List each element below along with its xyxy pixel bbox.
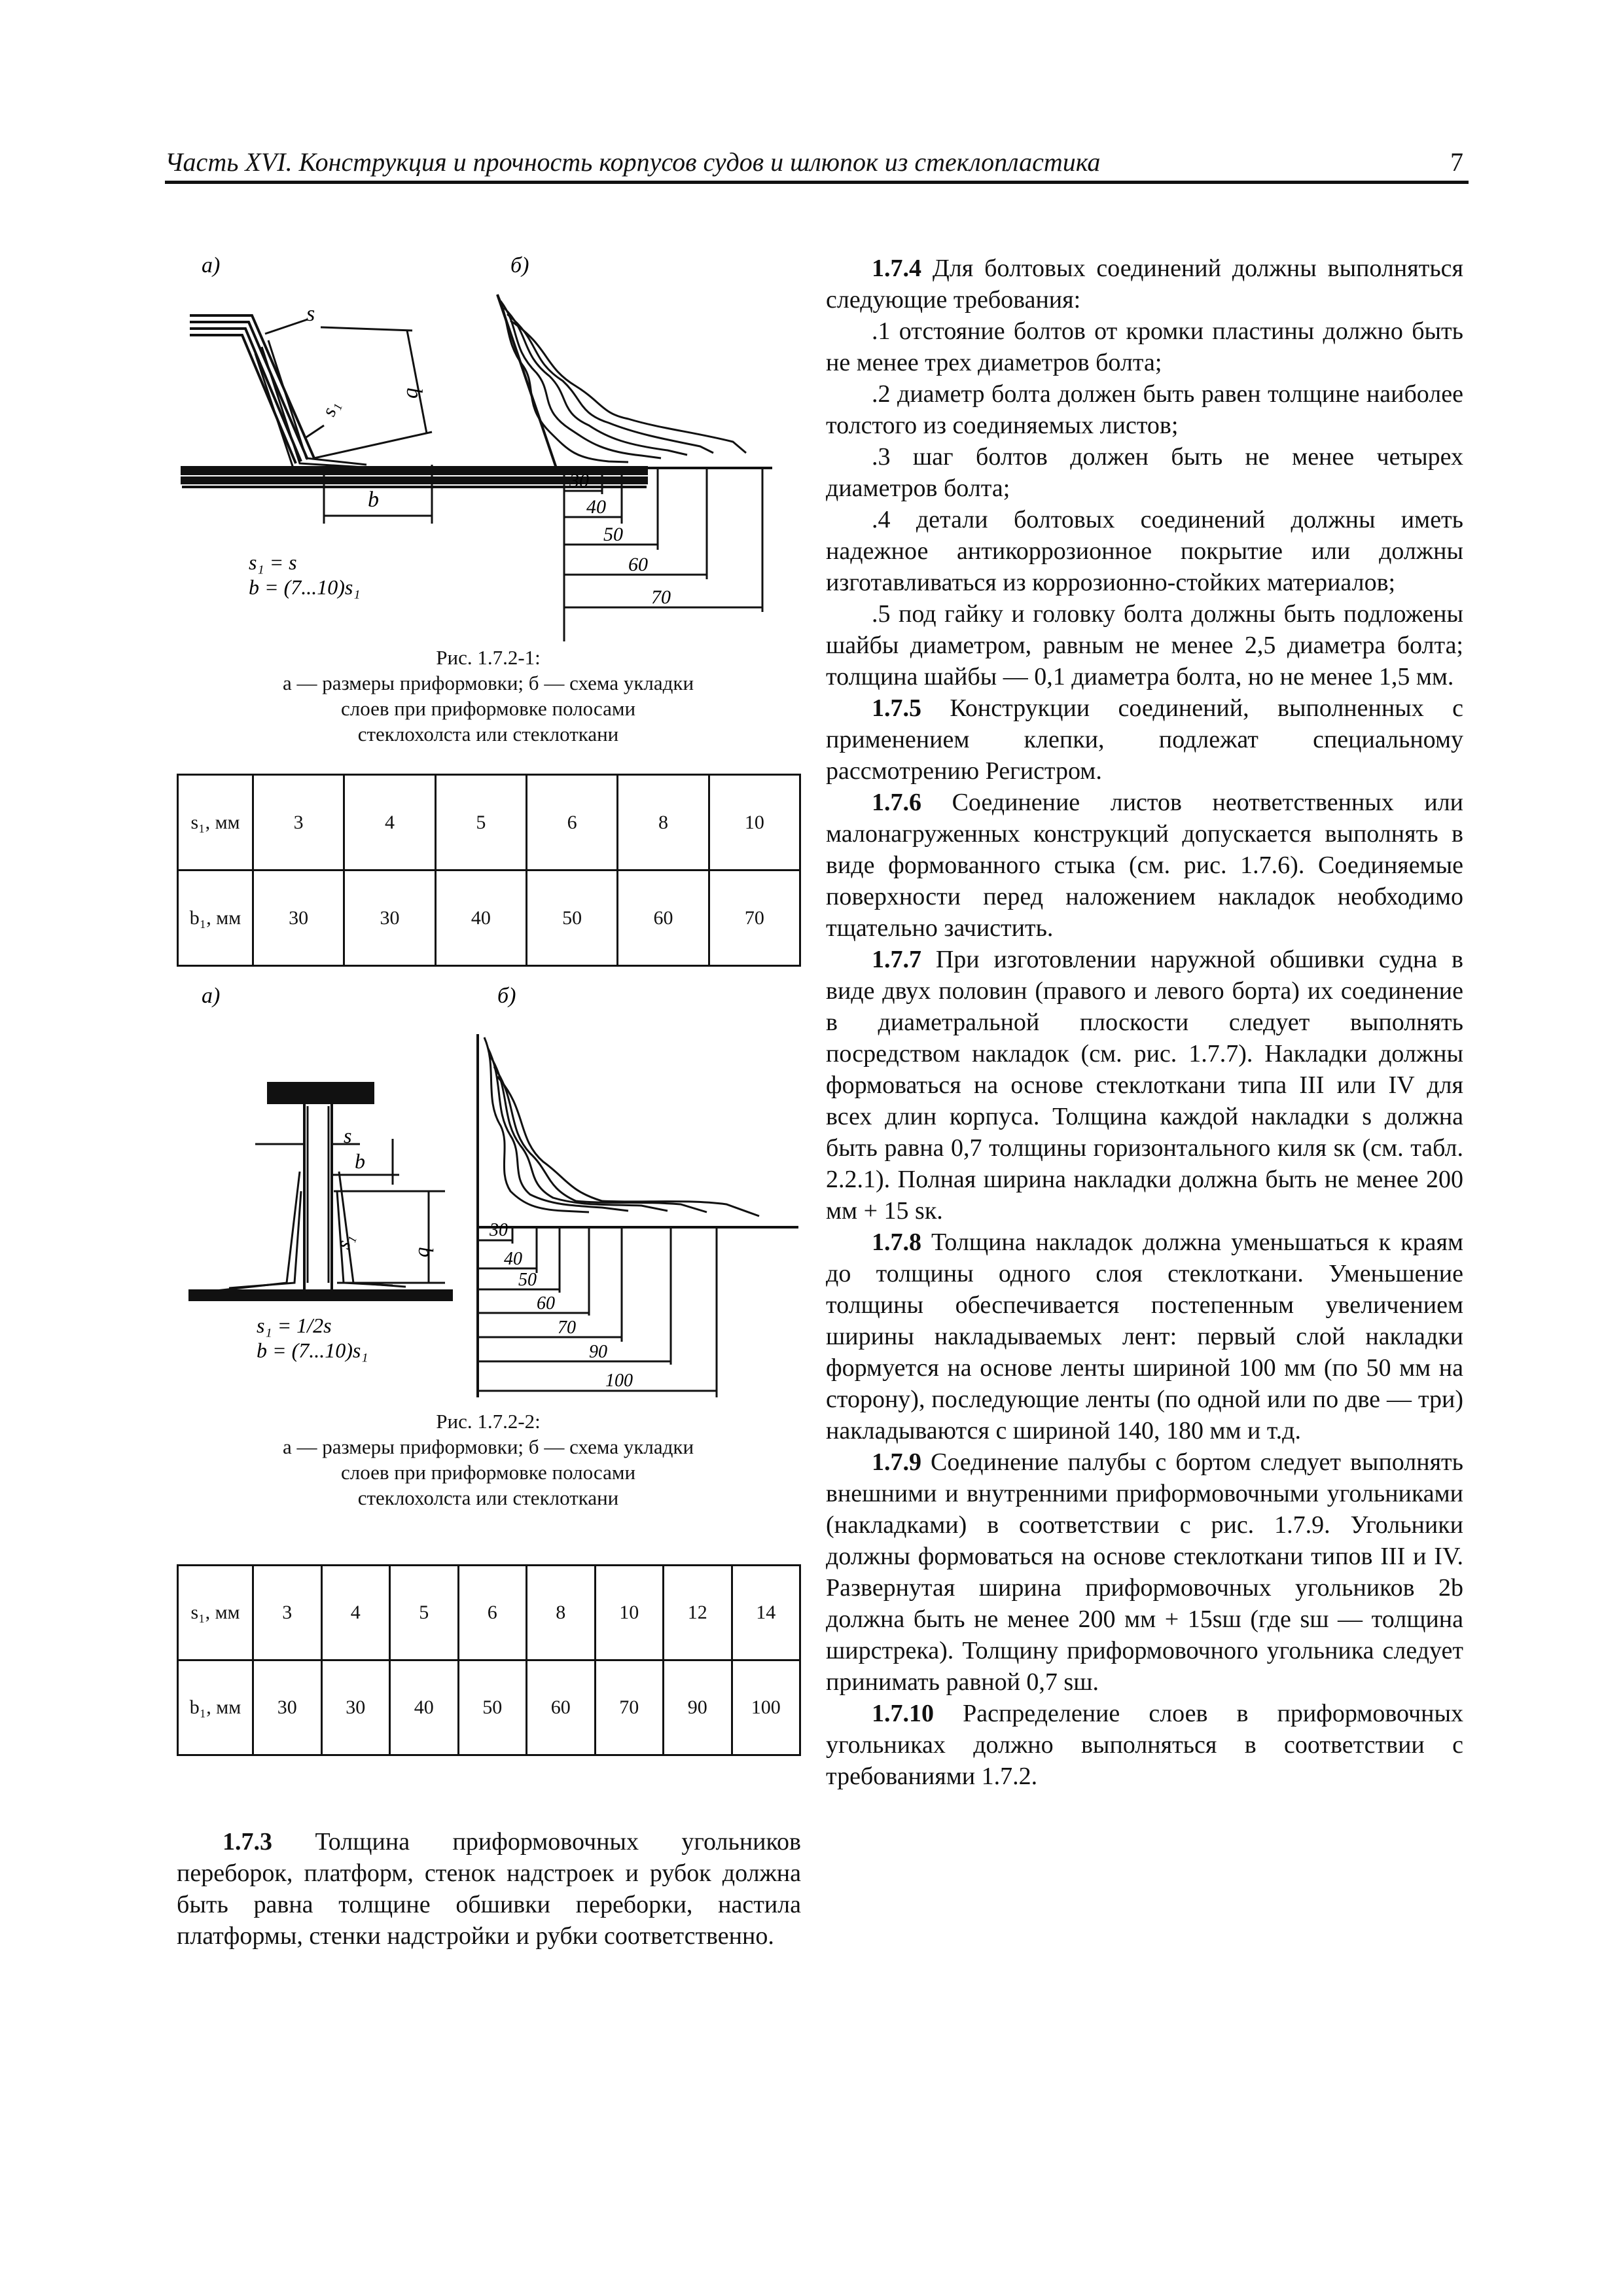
clause-number: 1.7.3 <box>223 1828 272 1856</box>
table-cell: 100 <box>732 1660 800 1755</box>
table-cell: 70 <box>709 870 800 966</box>
paragraph-1-7-6 <box>826 787 1463 944</box>
fig2-dim-70: 70 <box>558 1318 576 1338</box>
table-cell: 6 <box>526 775 617 870</box>
table-row-label: b₁, мм <box>178 870 253 966</box>
table-cell: 10 <box>709 775 800 870</box>
clause-number: 1.7.10 <box>872 1700 934 1727</box>
fig1-dim-40: 40 <box>586 496 606 518</box>
table-1 <box>177 774 801 967</box>
item-number: .5 <box>872 600 891 628</box>
table-row <box>178 1660 800 1755</box>
table-cell: 70 <box>595 1660 664 1755</box>
paragraph-1-7-3 <box>177 1826 801 1952</box>
table-cell: 6 <box>458 1566 527 1660</box>
fig2-caption-line: стеклохолста или стеклоткани <box>357 1486 619 1509</box>
table-row <box>178 870 800 966</box>
item-text: шаг болтов должен быть не менее четырех диаметров болта; <box>826 443 1463 502</box>
fig2-formula-2: b = (7...10)s₁ <box>257 1338 368 1362</box>
fig1-s-label: s <box>306 302 315 326</box>
table-cell: 30 <box>344 870 435 966</box>
list-item <box>826 378 1463 441</box>
fig2-dim-60: 60 <box>537 1293 555 1314</box>
fig1-caption-line: слоев при приформовке полосами <box>340 697 636 720</box>
table-cell: 40 <box>435 870 526 966</box>
paragraph-1-7-7 <box>826 944 1463 1227</box>
table-cell: 8 <box>527 1566 596 1660</box>
item-number: .4 <box>872 506 891 533</box>
table-row <box>178 775 800 870</box>
table-cell: 60 <box>527 1660 596 1755</box>
item-number: .1 <box>872 317 891 345</box>
fig2-s1-label: s₁ <box>332 1230 358 1252</box>
item-number: .3 <box>872 443 891 471</box>
table-cell: 60 <box>618 870 709 966</box>
fig2-caption <box>240 1408 737 1511</box>
fig1-formula-2: b = (7...10)s₁ <box>249 575 361 599</box>
paragraph-1-7-10 <box>826 1698 1463 1792</box>
fig1-caption-line: стеклохолста или стеклоткани <box>357 723 619 745</box>
table-cell: 40 <box>390 1660 459 1755</box>
paragraph-text: Соединение листов неответственных или малонагруженных конструкций допускается выполнять в виде формованного стыка (см. рис. 1.7.6). Соединяемые поверхности перед наложением накладок необходимо тщательно зачистить. <box>826 789 1463 942</box>
paragraph-text: Распределение слоев в приформовочных угольниках должно выполняться в соответствии с требованиями 1.7.2. <box>826 1700 1463 1790</box>
table-cell: 3 <box>253 775 344 870</box>
paragraph-text: Толщина накладок должна уменьшаться к краям до толщины одного слоя стеклоткани. Уменьшение толщины обеспечивается постепенным увеличением ширины накладываемых лент: первый слой накладки формуется на основе ленты шириной 100 мм (по 50 мм на сторону), последующие ленты (по одной или по две — три) накладываются с шириной 140, 180 мм и т.д. <box>826 1229 1463 1444</box>
fig2-caption-line: слоев при приформовке полосами <box>340 1461 636 1484</box>
list-item <box>826 598 1463 692</box>
fig1-dim-70: 70 <box>651 586 671 608</box>
fig2-dim-100: 100 <box>605 1371 633 1391</box>
fig2-formula-1: s₁ = 1/2s <box>257 1314 332 1337</box>
page-header <box>165 144 1469 184</box>
fig1-caption-line: Рис. 1.7.2-1: <box>436 646 541 669</box>
table-cell: 30 <box>321 1660 390 1755</box>
fig2-caption-line: а — размеры приформовки; б — схема укладки <box>282 1435 694 1458</box>
fig2-dim-50: 50 <box>518 1270 537 1290</box>
table-row-label: s₁, мм <box>178 775 253 870</box>
table-row-label: b₁, мм <box>178 1660 253 1755</box>
clause-number: 1.7.8 <box>872 1229 921 1256</box>
fig1-caption-line: а — размеры приформовки; б — схема укладки <box>282 672 694 694</box>
paragraph-1-7-4 <box>826 253 1463 315</box>
table-cell: 5 <box>435 775 526 870</box>
fig1-label-b: б) <box>510 253 529 278</box>
paragraph-text: Толщина приформовочных угольников переборок, платформ, стенок надстроек и рубок должна быть равна толщине обшивки переборки, настила платформы, стенки надстройки и рубки соответственно. <box>177 1828 801 1950</box>
item-text: диаметр болта должен быть равен толщине наиболее толстого из соединяемых листов; <box>826 380 1463 439</box>
fig2-dim-90: 90 <box>589 1342 607 1362</box>
list-item <box>826 315 1463 378</box>
fig1-s1-label: s₁ <box>317 398 344 420</box>
table-cell: 50 <box>526 870 617 966</box>
table-cell: 8 <box>618 775 709 870</box>
fig1-label-a: а) <box>202 253 221 278</box>
paragraph-text: Для болтовых соединений должны выполняться следующие требования: <box>826 255 1463 314</box>
fig2-label-b: б) <box>497 984 516 1008</box>
clause-number: 1.7.7 <box>872 946 921 973</box>
table-2 <box>177 1564 801 1756</box>
running-title: Часть XVI. Конструкция и прочность корпусов судов и шлюпок из стеклопластика <box>165 147 1101 177</box>
fig2-dim-40: 40 <box>504 1249 522 1269</box>
fig2-tee-drawing <box>190 1083 452 1300</box>
item-number: .2 <box>872 380 891 408</box>
table-row <box>178 1566 800 1660</box>
table-cell: 4 <box>321 1566 390 1660</box>
fig2-dim-30: 30 <box>490 1220 508 1240</box>
table-row-label: s₁, мм <box>178 1566 253 1660</box>
clause-number: 1.7.4 <box>872 255 921 282</box>
list-item <box>826 504 1463 598</box>
fig1-b-label-diag: b <box>402 387 426 399</box>
table-cell: 3 <box>253 1566 322 1660</box>
table-cell: 50 <box>458 1660 527 1755</box>
table-cell: 30 <box>253 1660 322 1755</box>
paragraph-1-7-9 <box>826 1446 1463 1698</box>
paragraph-text: Конструкции соединений, выполненных с применением клепки, подлежат специальному рассмотрению Регистром. <box>826 694 1463 785</box>
table-cell: 5 <box>390 1566 459 1660</box>
fig1-dim-60: 60 <box>628 554 648 575</box>
fig1-formula-1: s₁ = s <box>249 550 297 574</box>
fig2-layer-scheme <box>478 1034 798 1397</box>
fig2-caption-line: Рис. 1.7.2-2: <box>436 1410 541 1433</box>
item-text: детали болтовых соединений должны иметь надежное антикоррозионное покрытие или должны изготавливаться из коррозионно-стойких материалов; <box>826 506 1463 596</box>
paragraph-1-7-8 <box>826 1227 1463 1446</box>
fig2-b-label-top: b <box>355 1149 365 1173</box>
figure-1-7-2-2 <box>170 975 812 1420</box>
right-text-column <box>826 253 1463 1792</box>
figure-1-7-2-1 <box>170 242 812 648</box>
fig2-label-a: а) <box>202 984 221 1008</box>
paragraph-text: При изготовлении наружной обшивки судна в виде двух половин (правого и левого борта) их соединение в диаметральной плоскости следует выполнять посредством накладок (см. рис. 1.7.7). Накладки должны формоваться на основе стеклоткани типа III или IV для всех длин корпуса. Толщина каждой накладки s должна быть равна 0,7 толщины горизонтального киля sк (см. табл. 2.2.1). Полная ширина накладки должна быть не менее 200 мм + 15 sк. <box>826 946 1463 1225</box>
table-cell: 90 <box>664 1660 732 1755</box>
clause-number: 1.7.9 <box>872 1448 921 1476</box>
table-cell: 14 <box>732 1566 800 1660</box>
paragraph-text: Соединение палубы с бортом следует выполнять внешними и внутренними приформовочными угольниками (накладками) в соответствии с рис. 1.7.9. Угольники должны формоваться на основе стеклоткани типов III и IV. Развернутая ширина приформовочных угольников 2b должна быть не менее 200 мм + 15sш (где sш — толщина ширстрека). Толщину приформовочного угольника следует принимать равной 0,7 sш. <box>826 1448 1463 1696</box>
table-cell: 10 <box>595 1566 664 1660</box>
paragraph-1-7-5 <box>826 692 1463 787</box>
fig1-dim-50: 50 <box>603 524 623 545</box>
table-cell: 12 <box>664 1566 732 1660</box>
fig1-b-label: b <box>368 488 379 512</box>
left-text-column <box>177 1826 801 1952</box>
clause-number: 1.7.5 <box>872 694 921 722</box>
fig2-s-label: s <box>344 1124 352 1147</box>
fig1-dim-30: 30 <box>569 470 589 492</box>
item-text: под гайку и головку болта должны быть подложены шайбы диаметром, равным не менее 2,5 диаметра болта; толщина шайбы — 0,1 диаметра болта, но не менее 1,5 мм. <box>826 600 1463 691</box>
fig1-caption <box>240 645 737 747</box>
list-item <box>826 441 1463 504</box>
page-number: 7 <box>1450 147 1463 177</box>
table-cell: 30 <box>253 870 344 966</box>
table-cell: 4 <box>344 775 435 870</box>
item-text: отстояние болтов от кромки пластины должно быть не менее трех диаметров болта; <box>826 317 1463 376</box>
fig2-b-label-side: b <box>414 1247 438 1257</box>
clause-number: 1.7.6 <box>872 789 921 816</box>
